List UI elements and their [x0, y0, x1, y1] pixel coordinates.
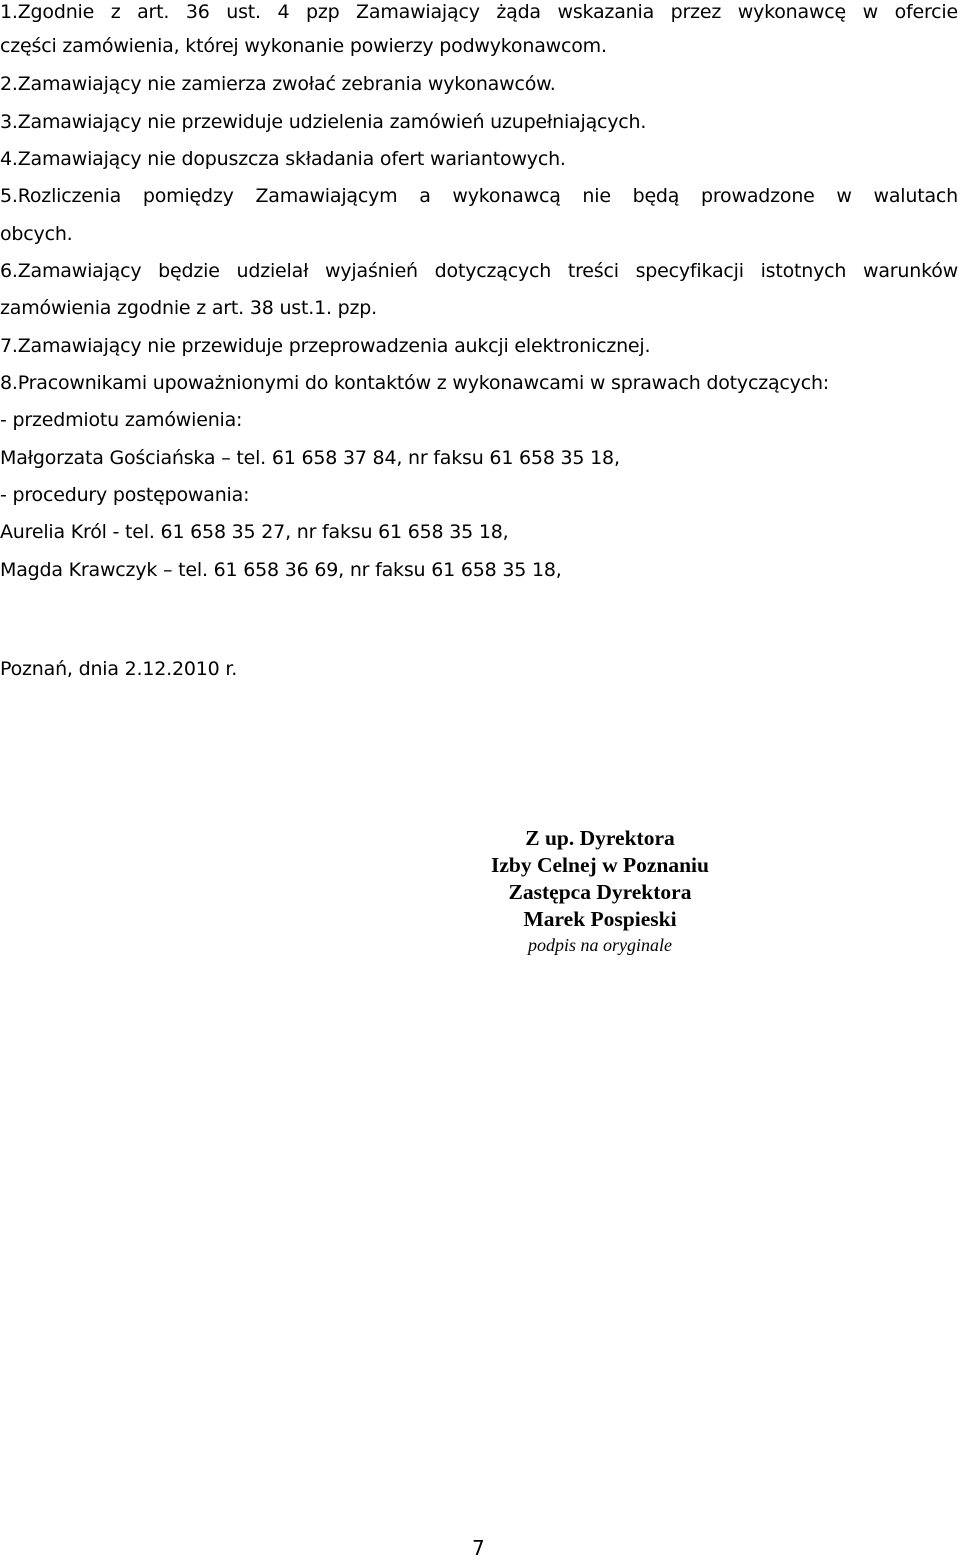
signature-note: podpis na oryginale [528, 935, 672, 955]
signature-line-3: Zastępca Dyrektora [508, 880, 692, 904]
place-date: Poznań, dnia 2.12.2010 r. [0, 658, 238, 680]
signature-block [440, 825, 760, 957]
paragraph-1-line-1: 1.Zgodnie z art. 36 ust. 4 pzp Zamawiający żąda wskazania przez wykonawcę w ofercie [0, 1, 958, 23]
paragraph-5-line-1: 5.Rozliczenia pomiędzy Zamawiającym a wykonawcą nie będą prowadzone w walutach [0, 185, 958, 207]
paragraph-8-heading: 8.Pracownikami upoważnionymi do kontaktów z wykonawcami w sprawach dotyczących: [0, 372, 829, 394]
contact-procedure-label: - procedury postępowania: [0, 484, 250, 506]
contact-person-1: Małgorzata Gościańska – tel. 61 658 37 84, nr faksu 61 658 35 18, [0, 447, 620, 469]
paragraph-7: 7.Zamawiający nie przewiduje przeprowadzenia aukcji elektronicznej. [0, 335, 651, 357]
paragraph-3: 3.Zamawiający nie przewiduje udzielenia zamówień uzupełniających. [0, 111, 647, 133]
contact-subject-label: - przedmiotu zamówienia: [0, 409, 243, 431]
page-number: 7 [472, 1536, 485, 1560]
paragraph-2: 2.Zamawiający nie zamierza zwołać zebrania wykonawców. [0, 73, 556, 95]
contact-person-2: Aurelia Król - tel. 61 658 35 27, nr faksu 61 658 35 18, [0, 521, 509, 543]
paragraph-6-line-1: 6.Zamawiający będzie udzielał wyjaśnień dotyczących treści specyfikacji istotnych warunków [0, 260, 958, 282]
signature-line-1: Z up. Dyrektora [525, 826, 675, 850]
paragraph-4: 4.Zamawiający nie dopuszcza składania ofert wariantowych. [0, 148, 566, 170]
paragraph-5-line-2: obcych. [0, 223, 73, 245]
contact-person-3: Magda Krawczyk – tel. 61 658 36 69, nr faksu 61 658 35 18, [0, 559, 562, 581]
paragraph-6-line-2: zamówienia zgodnie z art. 38 ust.1. pzp. [0, 297, 377, 319]
paragraph-1-line-2: części zamówienia, której wykonanie powierzy podwykonawcom. [0, 35, 607, 57]
signature-line-2: Izby Celnej w Poznaniu [491, 853, 709, 877]
signature-name: Marek Pospieski [523, 907, 677, 931]
